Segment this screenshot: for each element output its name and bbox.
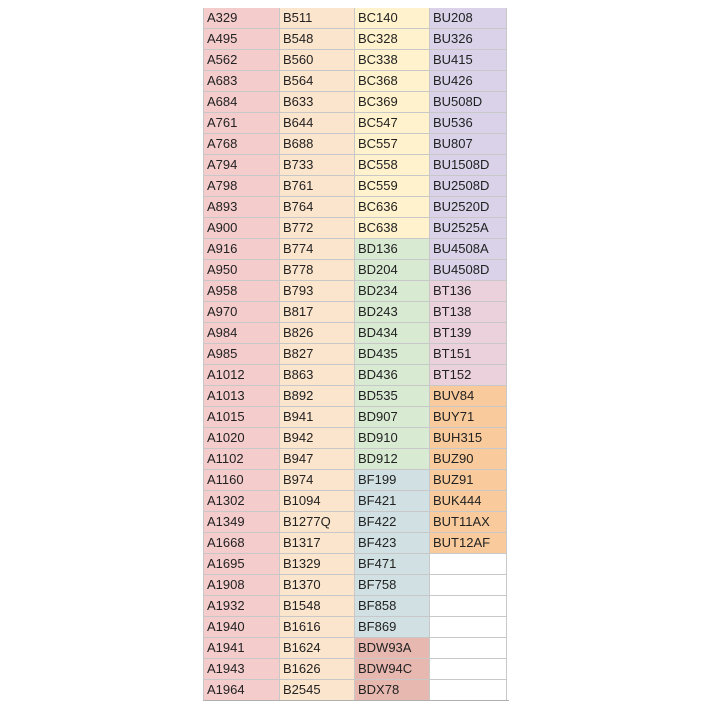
table-cell[interactable]: B863	[280, 365, 355, 386]
table-cell[interactable]: A1160	[204, 470, 280, 491]
table-cell[interactable]: B644	[280, 113, 355, 134]
table-cell[interactable]: B778	[280, 260, 355, 281]
table-cell[interactable]: A958	[204, 281, 280, 302]
table-cell[interactable]: BU2508D	[430, 176, 507, 197]
table-cell[interactable]: B1370	[280, 575, 355, 596]
table-cell[interactable]: B1329	[280, 554, 355, 575]
table-cell[interactable]: B764	[280, 197, 355, 218]
table-cell[interactable]: B1317	[280, 533, 355, 554]
table-cell[interactable]: A1302	[204, 491, 280, 512]
table-cell[interactable]: B1548	[280, 596, 355, 617]
table-cell[interactable]: BT136	[430, 281, 507, 302]
table-cell[interactable]: BT139	[430, 323, 507, 344]
table-cell[interactable]: BU4508A	[430, 239, 507, 260]
table-cell[interactable]: B942	[280, 428, 355, 449]
table-cell[interactable]: A900	[204, 218, 280, 239]
table-cell[interactable]: BT151	[430, 344, 507, 365]
table-cell[interactable]: BC328	[355, 29, 430, 50]
table-cell[interactable]: BC558	[355, 155, 430, 176]
table-cell[interactable]: A1349	[204, 512, 280, 533]
table-cell[interactable]: BUZ90	[430, 449, 507, 470]
table-cell[interactable]: BC368	[355, 71, 430, 92]
table-cell[interactable]: BU807	[430, 134, 507, 155]
table-cell[interactable]: A893	[204, 197, 280, 218]
table-cell[interactable]: BF858	[355, 596, 430, 617]
table-cell[interactable]: BU4508D	[430, 260, 507, 281]
table-cell[interactable]: B1277Q	[280, 512, 355, 533]
table-cell[interactable]: B1094	[280, 491, 355, 512]
table-cell[interactable]: BD910	[355, 428, 430, 449]
table-cell[interactable]: A916	[204, 239, 280, 260]
table-cell[interactable]: A985	[204, 344, 280, 365]
table-cell[interactable]	[430, 554, 507, 575]
table-cell[interactable]: BDX78	[355, 680, 430, 701]
table-cell[interactable]: A1964	[204, 680, 280, 701]
grid-bottom-border	[203, 700, 509, 701]
table-cell[interactable]: BC547	[355, 113, 430, 134]
table-cell[interactable]: A1695	[204, 554, 280, 575]
table-cell[interactable]	[430, 659, 507, 680]
table-cell[interactable]: BD434	[355, 323, 430, 344]
table-cell[interactable]: A984	[204, 323, 280, 344]
table-cell[interactable]: B1626	[280, 659, 355, 680]
table-cell[interactable]	[430, 617, 507, 638]
table-cell[interactable]: BD535	[355, 386, 430, 407]
table-cell[interactable]: BU426	[430, 71, 507, 92]
table-cell[interactable]: BU536	[430, 113, 507, 134]
table-cell[interactable]: B564	[280, 71, 355, 92]
table-cell[interactable]: BC636	[355, 197, 430, 218]
table-cell[interactable]: BF199	[355, 470, 430, 491]
table-cell[interactable]: BU508D	[430, 92, 507, 113]
table-cell[interactable]: A1940	[204, 617, 280, 638]
table-cell[interactable]	[430, 596, 507, 617]
table-cell[interactable]: B793	[280, 281, 355, 302]
table-cell[interactable]: BUT11AX	[430, 512, 507, 533]
table-cell[interactable]: A1943	[204, 659, 280, 680]
table-cell[interactable]: B974	[280, 470, 355, 491]
table-cell[interactable]: BC557	[355, 134, 430, 155]
table-cell[interactable]: B817	[280, 302, 355, 323]
table-cell[interactable]: BUK444	[430, 491, 507, 512]
table-cell[interactable]: A495	[204, 29, 280, 50]
table-cell[interactable]: BD912	[355, 449, 430, 470]
table-cell[interactable]: BD234	[355, 281, 430, 302]
table-cell[interactable]: B560	[280, 50, 355, 71]
table-cell[interactable]: A794	[204, 155, 280, 176]
table-cell[interactable]: B774	[280, 239, 355, 260]
table-cell[interactable]: A684	[204, 92, 280, 113]
table-cell[interactable]: A1013	[204, 386, 280, 407]
table-cell[interactable]: BUZ91	[430, 470, 507, 491]
table-cell[interactable]: A761	[204, 113, 280, 134]
table-cell[interactable]: BUT12AF	[430, 533, 507, 554]
table-cell[interactable]: A1102	[204, 449, 280, 470]
table-cell[interactable]: A768	[204, 134, 280, 155]
table-cell[interactable]	[430, 575, 507, 596]
table-cell[interactable]: A950	[204, 260, 280, 281]
table-cell[interactable]: BT138	[430, 302, 507, 323]
table-cell[interactable]: B1616	[280, 617, 355, 638]
table-cell[interactable]: BDW94C	[355, 659, 430, 680]
table-cell[interactable]: BD204	[355, 260, 430, 281]
table-cell[interactable]: BF422	[355, 512, 430, 533]
table-cell[interactable]: B947	[280, 449, 355, 470]
table-cell[interactable]: BC338	[355, 50, 430, 71]
table-cell[interactable]: BD136	[355, 239, 430, 260]
table-cell[interactable]: BF869	[355, 617, 430, 638]
table-cell[interactable]: BD436	[355, 365, 430, 386]
table-cell[interactable]	[430, 638, 507, 659]
table-cell[interactable]: B688	[280, 134, 355, 155]
table-cell[interactable]: B2545	[280, 680, 355, 701]
table-cell[interactable]: BUV84	[430, 386, 507, 407]
table-cell[interactable]: A329	[204, 8, 280, 29]
table-cell[interactable]: B633	[280, 92, 355, 113]
table-cell[interactable]: BC638	[355, 218, 430, 239]
table-cell[interactable]: B511	[280, 8, 355, 29]
table-cell[interactable]: B941	[280, 407, 355, 428]
table-cell[interactable]: B1624	[280, 638, 355, 659]
table-cell[interactable]: B548	[280, 29, 355, 50]
table-cell[interactable]: BF471	[355, 554, 430, 575]
table-cell[interactable]: BUH315	[430, 428, 507, 449]
spreadsheet-grid	[203, 8, 507, 701]
table-cell[interactable]: A798	[204, 176, 280, 197]
table-cell[interactable]: A1020	[204, 428, 280, 449]
table-cell[interactable]: B772	[280, 218, 355, 239]
table-cell[interactable]: A1012	[204, 365, 280, 386]
table-cell[interactable]: A1908	[204, 575, 280, 596]
table-cell[interactable]: A562	[204, 50, 280, 71]
table-cell[interactable]: B761	[280, 176, 355, 197]
table-cell[interactable]: A683	[204, 71, 280, 92]
table-cell[interactable]: BU2525A	[430, 218, 507, 239]
table-cell[interactable]	[430, 680, 507, 701]
table-cell[interactable]: B826	[280, 323, 355, 344]
table-cell[interactable]: A1668	[204, 533, 280, 554]
table-cell[interactable]: BDW93A	[355, 638, 430, 659]
table-cell[interactable]: BC369	[355, 92, 430, 113]
table-cell[interactable]: B892	[280, 386, 355, 407]
table-cell[interactable]: BC140	[355, 8, 430, 29]
table-cell[interactable]: B827	[280, 344, 355, 365]
table-cell[interactable]: BUY71	[430, 407, 507, 428]
table-cell[interactable]: BD907	[355, 407, 430, 428]
table-cell[interactable]: BU208	[430, 8, 507, 29]
table-cell[interactable]: BC559	[355, 176, 430, 197]
table-cell[interactable]: A970	[204, 302, 280, 323]
table-cell[interactable]: A1015	[204, 407, 280, 428]
table-cell[interactable]: BU1508D	[430, 155, 507, 176]
table-cell[interactable]: BF421	[355, 491, 430, 512]
table-cell[interactable]: B733	[280, 155, 355, 176]
table-cell[interactable]: BD435	[355, 344, 430, 365]
table-cell[interactable]: BU326	[430, 29, 507, 50]
table-cell[interactable]: BD243	[355, 302, 430, 323]
table-cell[interactable]: A1941	[204, 638, 280, 659]
table-cell[interactable]: BU415	[430, 50, 507, 71]
table-cell[interactable]: A1932	[204, 596, 280, 617]
table-cell[interactable]: BF758	[355, 575, 430, 596]
table-cell[interactable]: BF423	[355, 533, 430, 554]
table-cell[interactable]: BT152	[430, 365, 507, 386]
table-cell[interactable]: BU2520D	[430, 197, 507, 218]
